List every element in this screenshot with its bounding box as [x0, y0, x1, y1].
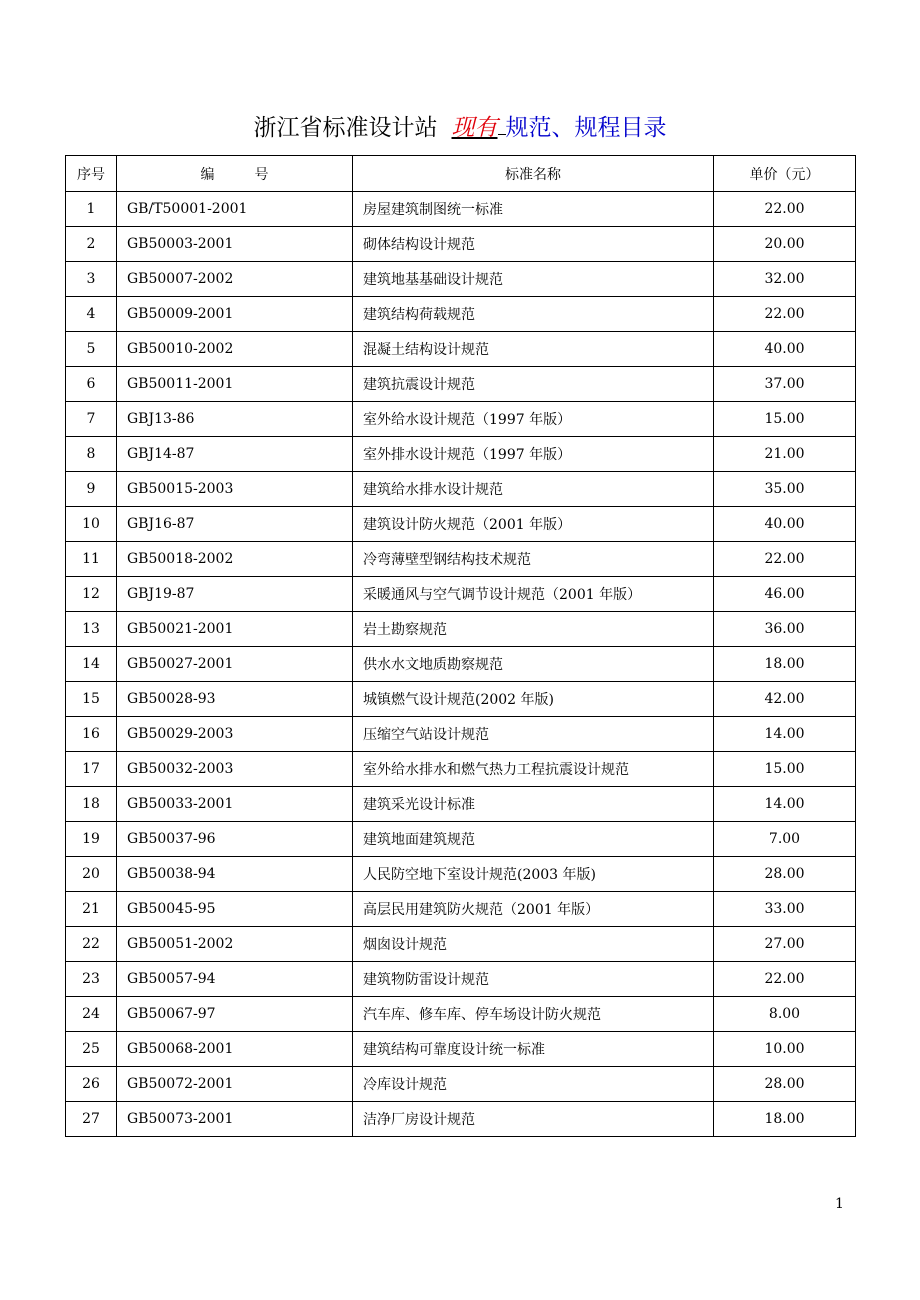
- cell-seq: 3: [66, 262, 117, 297]
- table-row: [66, 857, 856, 892]
- cell-price: 36.00: [714, 612, 856, 647]
- cell-code: GB50010-2002: [117, 332, 353, 367]
- cell-seq: 15: [66, 682, 117, 717]
- cell-seq: 5: [66, 332, 117, 367]
- page-title: [0, 112, 920, 144]
- cell-price: 21.00: [714, 437, 856, 472]
- cell-price: 46.00: [714, 577, 856, 612]
- cell-seq: 24: [66, 997, 117, 1032]
- cell-seq: 25: [66, 1032, 117, 1067]
- cell-code: GB50045-95: [117, 892, 353, 927]
- cell-seq: 4: [66, 297, 117, 332]
- table-row: [66, 927, 856, 962]
- cell-name: 城镇燃气设计规范(2002 年版): [353, 682, 714, 717]
- cell-price: 7.00: [714, 822, 856, 857]
- table-row: [66, 892, 856, 927]
- cell-seq: 1: [66, 192, 117, 227]
- cell-seq: 22: [66, 927, 117, 962]
- table-row: [66, 997, 856, 1032]
- cell-price: 18.00: [714, 647, 856, 682]
- cell-price: 37.00: [714, 367, 856, 402]
- cell-price: 33.00: [714, 892, 856, 927]
- table-row: [66, 577, 856, 612]
- cell-name: 供水水文地质勘察规范: [353, 647, 714, 682]
- cell-code: GB50038-94: [117, 857, 353, 892]
- cell-name: 冷库设计规范: [353, 1067, 714, 1102]
- cell-code: GB50009-2001: [117, 297, 353, 332]
- cell-name: 建筑设计防火规范（2001 年版）: [353, 507, 714, 542]
- cell-seq: 14: [66, 647, 117, 682]
- cell-code: GB50068-2001: [117, 1032, 353, 1067]
- cell-name: 建筑物防雷设计规范: [353, 962, 714, 997]
- cell-seq: 10: [66, 507, 117, 542]
- cell-code: GBJ14-87: [117, 437, 353, 472]
- cell-code: GB50021-2001: [117, 612, 353, 647]
- cell-name: 高层民用建筑防火规范（2001 年版）: [353, 892, 714, 927]
- table-row: [66, 332, 856, 367]
- cell-price: 40.00: [714, 332, 856, 367]
- header-name: 标准名称: [353, 156, 714, 192]
- cell-price: 27.00: [714, 927, 856, 962]
- cell-price: 28.00: [714, 1067, 856, 1102]
- cell-name: 建筑结构可靠度设计统一标准: [353, 1032, 714, 1067]
- table-row: [66, 752, 856, 787]
- cell-price: 14.00: [714, 717, 856, 752]
- cell-code: GB50067-97: [117, 997, 353, 1032]
- cell-seq: 8: [66, 437, 117, 472]
- table-row: [66, 262, 856, 297]
- cell-seq: 19: [66, 822, 117, 857]
- cell-name: 室外给水排水和燃气热力工程抗震设计规范: [353, 752, 714, 787]
- cell-code: GB50007-2002: [117, 262, 353, 297]
- cell-name: 洁净厂房设计规范: [353, 1102, 714, 1137]
- cell-price: 22.00: [714, 192, 856, 227]
- cell-code: GB50032-2003: [117, 752, 353, 787]
- cell-price: 8.00: [714, 997, 856, 1032]
- cell-seq: 16: [66, 717, 117, 752]
- cell-seq: 13: [66, 612, 117, 647]
- table-body: [66, 192, 856, 1137]
- cell-name: 建筑地面建筑规范: [353, 822, 714, 857]
- title-main: 浙江省标准设计站: [253, 115, 438, 141]
- cell-code: GB50033-2001: [117, 787, 353, 822]
- title-underscore: [498, 112, 506, 135]
- cell-seq: 11: [66, 542, 117, 577]
- table-row: [66, 1032, 856, 1067]
- cell-name: 冷弯薄壁型钢结构技术规范: [353, 542, 714, 577]
- cell-name: 建筑结构荷载规范: [353, 297, 714, 332]
- table-row: [66, 1102, 856, 1137]
- cell-name: 采暖通风与空气调节设计规范（2001 年版）: [353, 577, 714, 612]
- cell-code: GBJ19-87: [117, 577, 353, 612]
- cell-code: GB/T50001-2001: [117, 192, 353, 227]
- cell-seq: 12: [66, 577, 117, 612]
- page-number: 1: [835, 1196, 844, 1212]
- cell-price: 22.00: [714, 297, 856, 332]
- cell-price: 10.00: [714, 1032, 856, 1067]
- cell-name: 岩土勘察规范: [353, 612, 714, 647]
- cell-code: GB50018-2002: [117, 542, 353, 577]
- cell-price: 14.00: [714, 787, 856, 822]
- cell-code: GB50003-2001: [117, 227, 353, 262]
- cell-seq: 2: [66, 227, 117, 262]
- cell-name: 压缩空气站设计规范: [353, 717, 714, 752]
- cell-code: GB50037-96: [117, 822, 353, 857]
- cell-code: GBJ16-87: [117, 507, 353, 542]
- cell-code: GB50051-2002: [117, 927, 353, 962]
- cell-code: GBJ13-86: [117, 402, 353, 437]
- cell-seq: 6: [66, 367, 117, 402]
- cell-price: 35.00: [714, 472, 856, 507]
- cell-name: 砌体结构设计规范: [353, 227, 714, 262]
- cell-price: 15.00: [714, 402, 856, 437]
- table-row: [66, 822, 856, 857]
- table-row: [66, 402, 856, 437]
- cell-seq: 26: [66, 1067, 117, 1102]
- header-price: 单价（元）: [714, 156, 856, 192]
- header-seq: 序号: [66, 156, 117, 192]
- table-header-row: [66, 156, 856, 192]
- cell-code: GB50015-2003: [117, 472, 353, 507]
- table-row: [66, 227, 856, 262]
- cell-seq: 20: [66, 857, 117, 892]
- cell-price: 22.00: [714, 542, 856, 577]
- cell-price: 18.00: [714, 1102, 856, 1137]
- cell-name: 建筑地基基础设计规范: [353, 262, 714, 297]
- cell-code: GB50057-94: [117, 962, 353, 997]
- table-row: [66, 297, 856, 332]
- cell-seq: 18: [66, 787, 117, 822]
- table-row: [66, 717, 856, 752]
- cell-name: 室外给水设计规范（1997 年版）: [353, 402, 714, 437]
- cell-name: 汽车库、修车库、停车场设计防火规范: [353, 997, 714, 1032]
- table-row: [66, 437, 856, 472]
- cell-price: 20.00: [714, 227, 856, 262]
- cell-name: 建筑抗震设计规范: [353, 367, 714, 402]
- table-row: [66, 962, 856, 997]
- cell-price: 42.00: [714, 682, 856, 717]
- header-code: 编号: [117, 156, 353, 192]
- cell-name: 建筑给水排水设计规范: [353, 472, 714, 507]
- cell-seq: 17: [66, 752, 117, 787]
- table-row: [66, 472, 856, 507]
- table-row: [66, 787, 856, 822]
- title-accent: 现有: [451, 115, 498, 141]
- cell-code: GB50072-2001: [117, 1067, 353, 1102]
- table-row: [66, 507, 856, 542]
- cell-seq: 21: [66, 892, 117, 927]
- cell-price: 15.00: [714, 752, 856, 787]
- cell-code: GB50029-2003: [117, 717, 353, 752]
- cell-name: 房屋建筑制图统一标准: [353, 192, 714, 227]
- table-row: [66, 192, 856, 227]
- table-row: [66, 1067, 856, 1102]
- cell-price: 32.00: [714, 262, 856, 297]
- cell-price: 28.00: [714, 857, 856, 892]
- cell-name: 人民防空地下室设计规范(2003 年版): [353, 857, 714, 892]
- cell-price: 22.00: [714, 962, 856, 997]
- cell-price: 40.00: [714, 507, 856, 542]
- table-row: [66, 612, 856, 647]
- cell-name: 烟囱设计规范: [353, 927, 714, 962]
- catalog-table: [65, 155, 856, 1137]
- cell-seq: 23: [66, 962, 117, 997]
- table-row: [66, 367, 856, 402]
- cell-name: 室外排水设计规范（1997 年版）: [353, 437, 714, 472]
- cell-name: 混凝土结构设计规范: [353, 332, 714, 367]
- cell-seq: 27: [66, 1102, 117, 1137]
- cell-name: 建筑采光设计标准: [353, 787, 714, 822]
- cell-code: GB50073-2001: [117, 1102, 353, 1137]
- table-row: [66, 647, 856, 682]
- table-row: [66, 542, 856, 577]
- cell-code: GB50027-2001: [117, 647, 353, 682]
- cell-code: GB50028-93: [117, 682, 353, 717]
- table-row: [66, 682, 856, 717]
- cell-code: GB50011-2001: [117, 367, 353, 402]
- cell-seq: 7: [66, 402, 117, 437]
- title-rest: 规范、规程目录: [505, 115, 667, 141]
- cell-seq: 9: [66, 472, 117, 507]
